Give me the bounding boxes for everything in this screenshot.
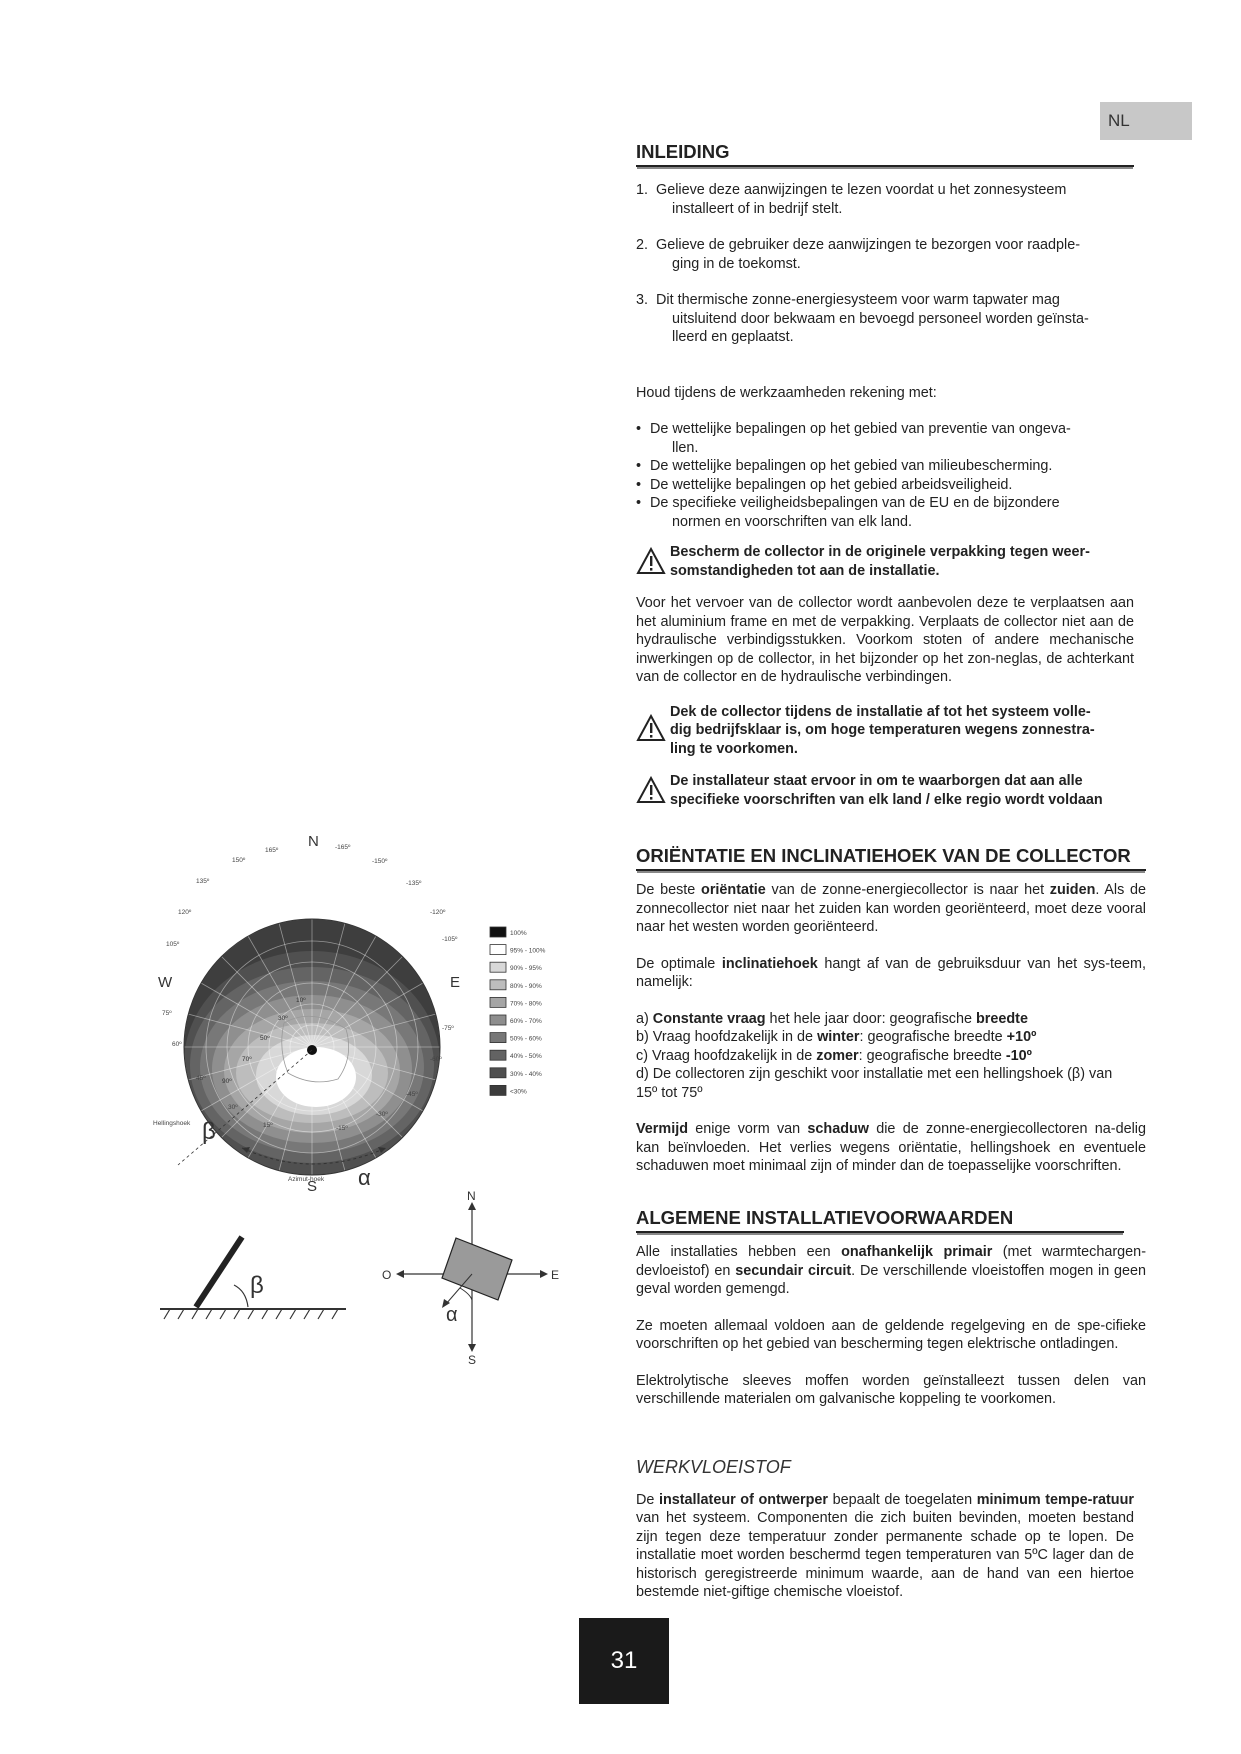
language-tab: NL — [1100, 102, 1192, 140]
angle-label: 90º — [222, 1078, 232, 1085]
compass-diagram — [380, 1190, 570, 1365]
general-paragraph: Alle installaties hebben een onafhankelijk primair (met warmtechargen-devloeistof) en secundair circuit. De verschillende vloeistoffen mogen in geen geval worden gemengd. — [636, 1244, 1147, 1297]
bullet-item: • De wettelijke bepalingen op het gebied arbeidsveiligheid. — [636, 476, 1013, 493]
fluid-section — [636, 1458, 1134, 1602]
general-paragraph: Elektrolytische sleeves moffen worden geïnstalleezt tussen delen van verschillende materialen om galvanische koppeling te voorkomen. — [636, 1372, 1146, 1407]
legend-label: <30% — [510, 1088, 527, 1096]
legend-swatch — [490, 1050, 506, 1060]
angle-label: 30º — [278, 1015, 288, 1022]
angle-label: 120º — [178, 909, 192, 916]
orientation-section — [636, 845, 1146, 1176]
angle-label: -75º — [442, 1025, 454, 1032]
angle-label: -120º — [430, 909, 446, 916]
angle-label: 135º — [196, 878, 210, 885]
bullet-line: De wettelijke bepalingen op het gebied van preventie van ongeva- — [650, 421, 1071, 437]
warning-line: somstandigheden tot aan de installatie. — [670, 562, 940, 579]
angle-label: 15º — [263, 1122, 273, 1129]
beta-symbol: β — [250, 1272, 264, 1299]
fluid-paragraph: De installateur of ontwerper bepaalt de toegelaten minimum tempe-ratuur van het systeem. Componenten die zich buiten bevinden, moeten bestand zijn tegen deze temperatuur zonder permanente schade op te lopen. De installatie moet worden beschermd tegen temperaturen van 5ºC lager dan de historisch geregistreerde minimum waarde, aan de hand van een hiertoe bestemde niet-giftige chemische vloeistof. — [636, 1491, 1134, 1600]
warning-icon — [636, 714, 670, 748]
bullet-item: • De wettelijke bepalingen op het gebied van preventie van ongeva- llen. — [636, 421, 1071, 456]
consider-text: Houd tijdens de werkzaamheden rekening met: — [636, 384, 937, 401]
angle-label: -135º — [406, 880, 422, 887]
north-label: N — [308, 833, 319, 850]
shadow-paragraph: Vermijd enige vorm van schaduw die de zonne-energiecollectoren na-delig kan beïnvloeden. Het verlies wegens oriëntatie, hellingshoek en eventuele schaduwen moet minimaal zijn of minder dan de toepasselijke voorschriften. — [636, 1121, 1146, 1174]
alpha-symbol: α — [446, 1304, 458, 1326]
angle-label: 70º — [242, 1056, 252, 1063]
warning-line: dig bedrijfsklaar is, om hoge temperaturen wegens zonnestra- — [670, 722, 1095, 738]
transport-text: Voor het vervoer van de collector wordt aanbevolen deze te verplaatsen aan het aluminium frame en met de verpakking. Verplaats de collector niet aan de hydraulische verbindigsstukken. Voorkom stoten of andere mechanische inwerkingen op de collector, in het bijzonder op het zon-neglas, de achterkant van de collector en de hydraulische verbindingen. — [636, 595, 1134, 685]
page-number: 31 — [579, 1618, 669, 1704]
angle-label: 10º — [296, 997, 306, 1004]
legend-label: 70% - 80% — [510, 1000, 542, 1008]
item-line: installeert of in bedrijf stelt. — [672, 200, 843, 217]
item-number: 3. — [636, 292, 649, 308]
legend-swatch — [490, 1068, 506, 1078]
collector-top-view — [442, 1238, 512, 1300]
legend-swatch — [490, 962, 506, 972]
compass-north: N — [467, 1190, 476, 1203]
intro-title: INLEIDING — [636, 141, 1134, 167]
fluid-title: WERKVLOEISTOF — [636, 1457, 791, 1477]
item-line: Gelieve de gebruiker deze aanwijzingen te bezorgen voor raadple- — [656, 237, 1080, 253]
legend-swatch — [490, 927, 506, 937]
angle-label: 45º — [196, 1075, 206, 1082]
south-label: S — [307, 1178, 318, 1195]
west-label: W — [158, 974, 173, 991]
item-line: uitsluitend door bekwaam en bevoegd personeel worden geïnsta- — [672, 310, 1089, 327]
orientation-title: ORIËNTATIE EN INCLINATIEHOEK VAN DE COLLECTOR — [636, 845, 1146, 871]
bullet-item: • De specifieke veiligheidsbepalingen van de EU en de bijzondere normen en voorschriften van elk land. — [636, 495, 1060, 530]
angle-label: -150º — [372, 858, 388, 865]
angle-label: -105º — [442, 936, 458, 943]
general-section — [636, 1207, 1146, 1409]
helling-label: Hellingshoek — [153, 1120, 191, 1127]
item-line: ging in de toekomst. — [672, 255, 801, 272]
compass-east: E — [551, 1268, 560, 1282]
angle-label: 150º — [232, 857, 246, 864]
collector-panel — [196, 1237, 242, 1307]
legend-label: 100% — [510, 930, 527, 937]
intro-item — [636, 291, 1134, 347]
intro-item — [636, 236, 1134, 273]
angle-label: 75º — [162, 1010, 172, 1017]
item-line: lleerd en geplaatst. — [672, 329, 794, 345]
item-line: Dit thermische zonne-energiesysteem voor warm tapwater mag — [656, 292, 1060, 308]
legend-label: 80% - 90% — [510, 982, 542, 990]
general-title: ALGEMENE INSTALLATIEVOORWAARDEN — [636, 1207, 1124, 1233]
item-line: Gelieve deze aanwijzingen te lezen voordat u het zonnesysteem — [656, 182, 1067, 198]
orientation-diagram — [150, 825, 570, 1195]
bullet-line: De specifieke veiligheidsbepalingen van de EU en de bijzondere — [650, 495, 1060, 511]
angle-label: -45º — [406, 1091, 418, 1098]
compass-west: O — [382, 1268, 392, 1282]
legend-label: 50% - 60% — [510, 1035, 542, 1043]
orientation-paragraph: De beste oriëntatie van de zonne-energiecollector is naar het zuiden. Als de zonnecollector niet naar het zuiden kan worden georiënteerd, moet deze vooral naar het westen worden georiënteerd. — [636, 882, 1146, 935]
warning-line: specifieke voorschriften van elk land / elke regio wordt voldaan — [670, 791, 1103, 808]
azimut-label: Azimut-hoek — [288, 1176, 325, 1183]
angle-label: 165º — [265, 847, 279, 854]
warning-line: De installateur staat ervoor in om te waarborgen dat aan alle — [670, 773, 1083, 789]
angle-label: -15º — [336, 1125, 348, 1132]
angle-label: 30º — [228, 1104, 238, 1111]
option-line: d) De collectoren zijn geschikt voor installatie met een hellingshoek (β) van 15º tot 75º — [636, 1066, 1113, 1101]
warning-line: ling te voorkomen. — [670, 740, 798, 757]
legend-swatch — [490, 997, 506, 1007]
warning-icon — [636, 547, 670, 581]
option-line: a) Constante vraag het hele jaar door: geografische breedte — [636, 1010, 1028, 1027]
legend-swatch — [490, 1085, 506, 1095]
item-number: 2. — [636, 237, 649, 253]
legend-swatch — [490, 1033, 506, 1043]
inclination-diagram — [150, 1225, 360, 1320]
angle-label: 105º — [166, 941, 180, 948]
intro-item — [636, 181, 1134, 218]
angle-label: -165º — [335, 844, 351, 851]
warning-note — [636, 703, 1134, 759]
angle-label: 50º — [260, 1035, 270, 1042]
legend-label: 90% - 95% — [510, 965, 542, 973]
item-number: 1. — [636, 182, 649, 198]
option-line: c) Vraag hoofdzakelijk in de zomer: geografische breedte -10º — [636, 1047, 1032, 1064]
legend-label: 40% - 50% — [510, 1053, 542, 1061]
bullet-item: • De wettelijke bepalingen op het gebied van milieubescherming. — [636, 458, 1053, 474]
inclination-paragraph: De optimale inclinatiehoek hangt af van de gebruiksduur van het sys-teem, namelijk: — [636, 955, 1146, 990]
east-label: E — [450, 974, 461, 991]
warning-note — [636, 543, 1134, 580]
legend-label: 95% - 100% — [510, 947, 546, 955]
legend-swatch — [490, 1015, 506, 1025]
legend-swatch — [490, 945, 506, 955]
legend-swatch — [490, 980, 506, 990]
alpha-label: α — [358, 1165, 371, 1190]
angle-label: 60º — [172, 1041, 182, 1048]
beta-label: β — [202, 1118, 216, 1145]
legend-label: 60% - 70% — [510, 1018, 542, 1025]
bullet-line: llen. — [672, 439, 699, 456]
option-line: b) Vraag hoofdzakelijk in de winter: geografische breedte +10º — [636, 1029, 1037, 1045]
warning-note — [636, 772, 1134, 809]
legend-label: 30% - 40% — [510, 1070, 542, 1078]
efficiency-legend — [490, 927, 546, 1095]
intro-section — [636, 141, 1134, 809]
warning-icon — [636, 776, 670, 810]
angle-label: -30º — [376, 1111, 388, 1118]
general-paragraph: Ze moeten allemaal voldoen aan de geldende regelgeving en de spe-cifieke voorschriften op het gebied van bescherming tegen elektrische ontladingen. — [636, 1317, 1146, 1352]
warning-line: Dek de collector tijdens de installatie af tot het systeem volle- — [670, 703, 1091, 720]
angle-label: -60º — [430, 1056, 442, 1063]
compass-south: S — [468, 1353, 477, 1365]
bullet-line: normen en voorschriften van elk land. — [672, 513, 912, 530]
warning-line: Bescherm de collector in de originele verpakking tegen weer- — [670, 544, 1090, 560]
